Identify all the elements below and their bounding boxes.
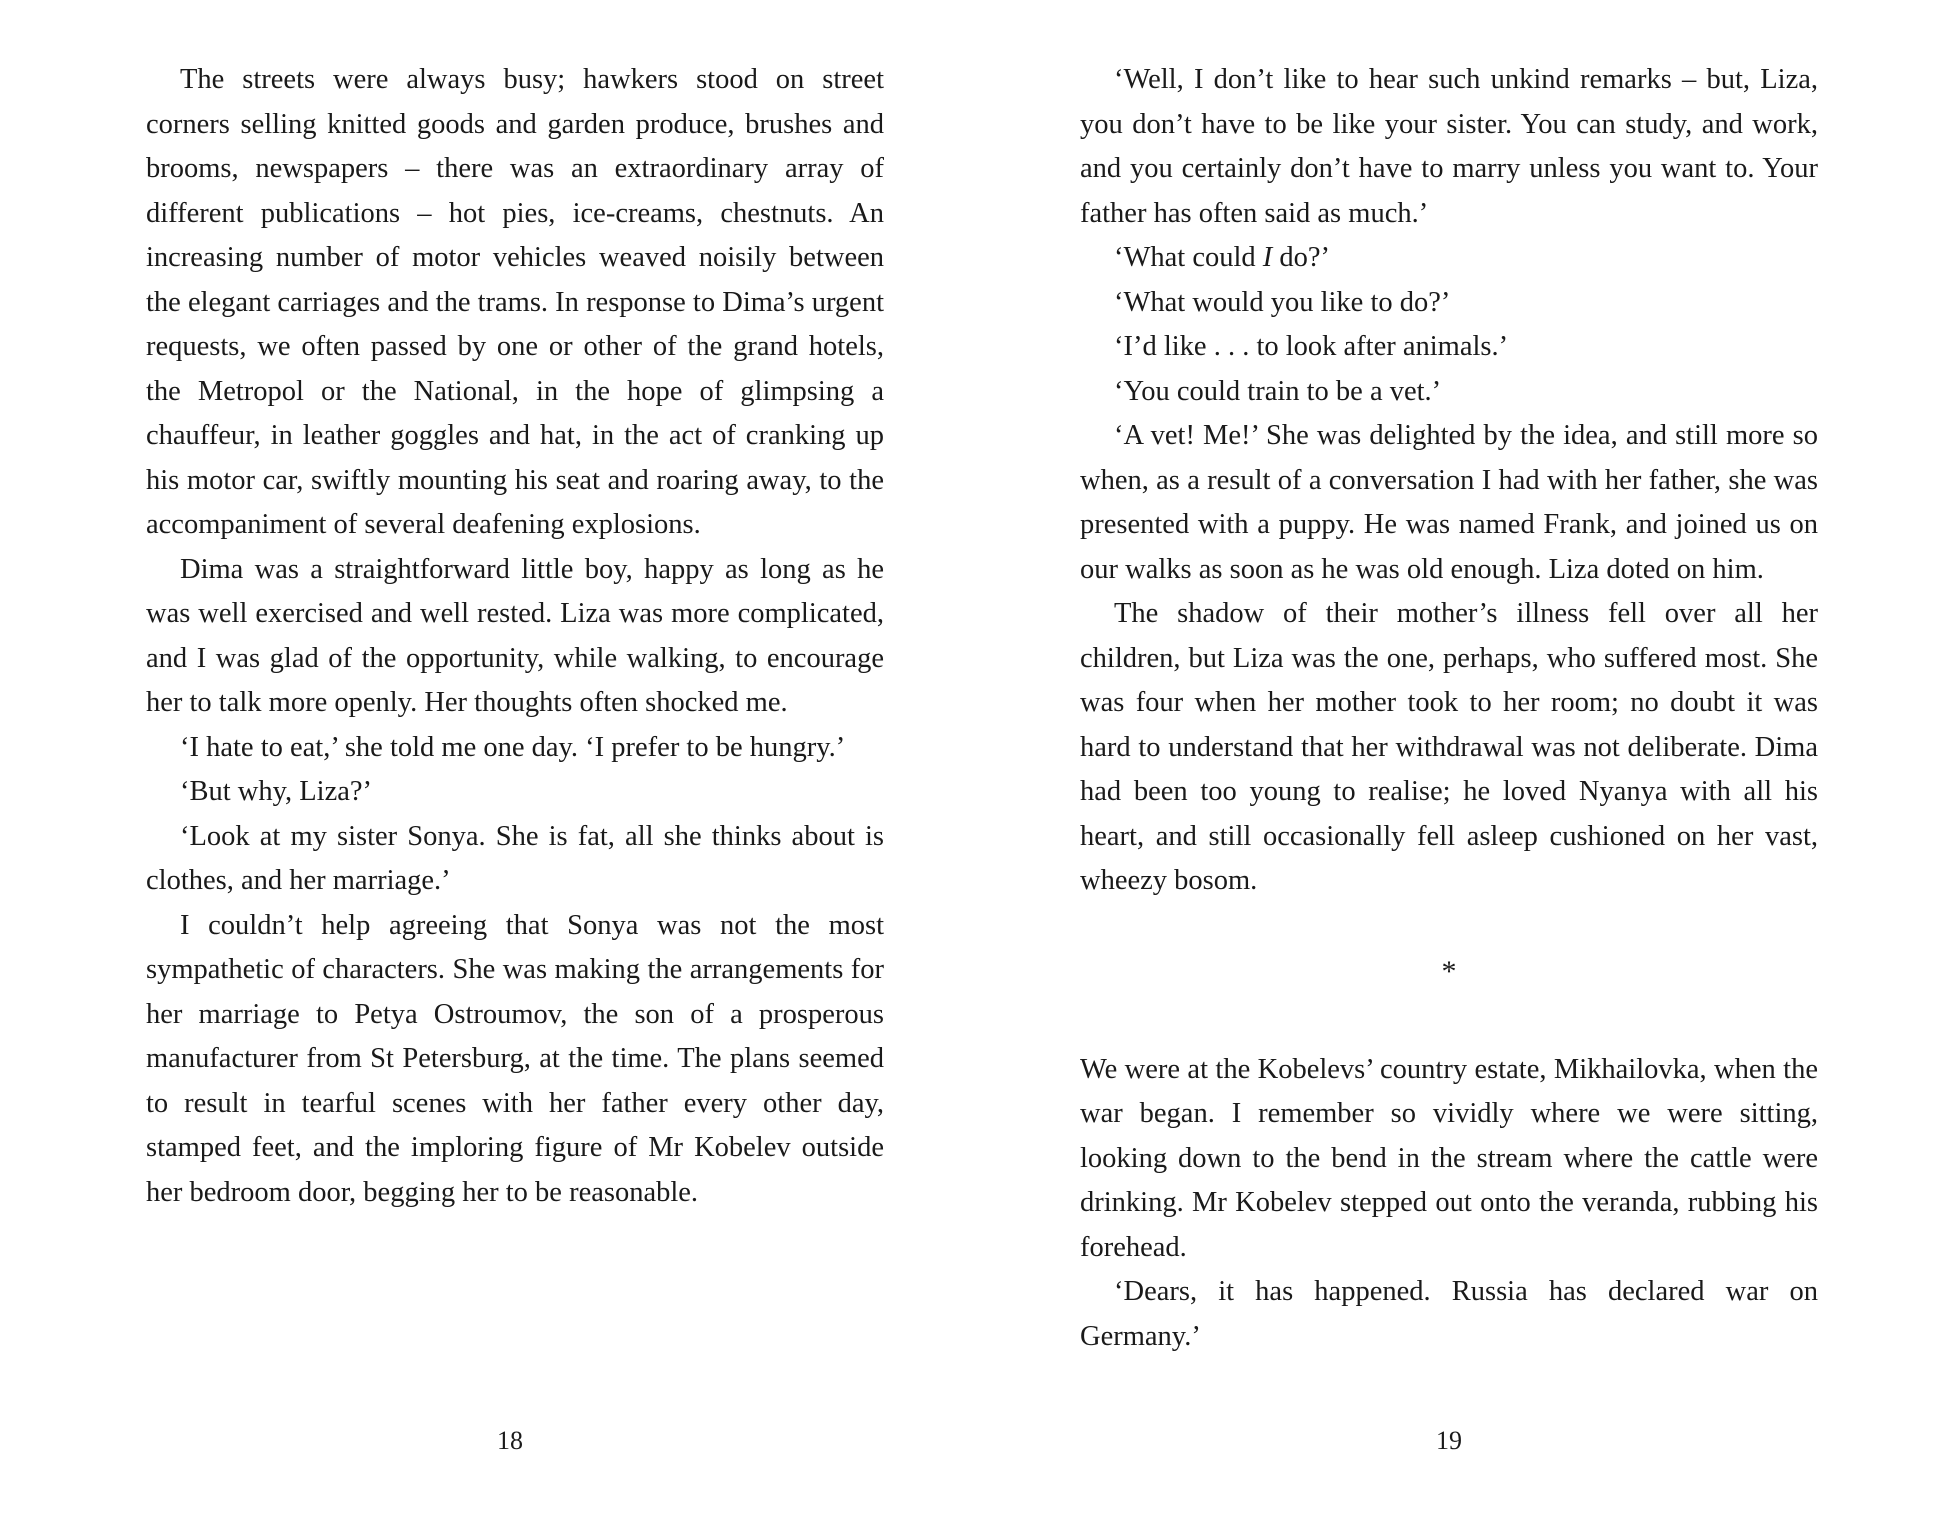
section-break-asterisk: * — [1441, 954, 1457, 988]
right-section2-paragraph-1: We were at the Kobelevs’ country estate, Mikhailovka, when the war began. I remember so vividly where we were sitting, looking down to the bend in the stream where the cattle were drinking. Mr Kobelev stepped out onto the veranda, rubbing his forehead. — [1080, 1053, 1818, 1263]
left-paragraph-3: ‘I hate to eat,’ she told me one day. ‘I prefer to be hungry.’ — [180, 731, 846, 763]
right-paragraph-7: The shadow of their mother’s illness fell over all her children, but Liza was the one, perhaps, who suffered most. She was four when her mother took to her room; no doubt it was hard to understand that her withdrawal was not deliberate. Dima had been too young to realise; he loved Nyanya with all his heart, and still occasionally fell asleep cushioned on her vast, wheezy bosom. — [1080, 598, 1818, 896]
left-paragraph-1: The streets were always busy; hawkers stood on street corners selling knitted goods and garden produce, brushes and brooms, newspapers – there was an extraordinary array of different publications – hot pies, ice-creams, chestnuts. An increasing number of motor vehicles weaved noisily between the elegant carriages and the trams. In response to Dima’s urgent requests, we often passed by one or other of the grand hotels, the Metropol or the National, in the hope of glimpsing a chauffeur, in leather goggles and hat, in the act of cranking up his motor car, swiftly mounting his seat and roaring away, to the accompaniment of several deafening explosions. — [146, 64, 884, 540]
right-paragraph-6: ‘A vet! Me!’ She was delighted by the idea, and still more so when, as a result of a conversation I had with her father, she was presented with a puppy. He was named Frank, and joined us on our walks as soon as he was old enough. Liza doted on him. — [1080, 420, 1818, 585]
left-paragraph-2: Dima was a straightforward little boy, happy as long as he was well exercised and well rested. Liza was more complicated, and I was glad of the opportunity, while walking, to encourage her to talk more openly. Her thoughts often shocked me. — [146, 553, 884, 718]
right-paragraph-2-end: do?’ — [1272, 242, 1331, 273]
right-section2-paragraph-2: ‘Dears, it has happened. Russia has declared war on Germany.’ — [1080, 1276, 1818, 1352]
right-paragraph-5: ‘You could train to be a vet.’ — [1114, 375, 1442, 407]
right-paragraph-2 — [1080, 236, 1818, 281]
right-page-number: 19 — [1436, 1426, 1462, 1455]
left-paragraph-5: ‘Look at my sister Sonya. She is fat, all she thinks about is clothes, and her marriage.’ — [146, 820, 884, 896]
right-paragraph-2-emphasis: I — [1262, 242, 1273, 273]
right-page — [1080, 58, 1818, 1458]
left-page — [146, 58, 884, 1458]
left-paragraph-6: I couldn’t help agreeing that Sonya was not the most sympathetic of characters. She was making the arrangements for her marriage to Petya Ostroumov, the son of a prosperous manufacturer from St Petersburg, at the time. The plans seemed to result in tearful scenes with her father every other day, stamped feet, and the imploring figure of Mr Kobelev outside her bedroom door, begging her to be reasonable. — [146, 909, 884, 1208]
left-page-number: 18 — [497, 1426, 523, 1455]
right-paragraph-3: ‘What would you like to do?’ — [1114, 286, 1451, 318]
right-paragraph-1: ‘Well, I don’t like to hear such unkind remarks – but, Liza, you don’t have to be like your sister. You can study, and work, and you certainly don’t have to marry unless you want to. Your father has often said as much.’ — [1080, 64, 1818, 229]
left-paragraph-4: ‘But why, Liza?’ — [180, 776, 373, 807]
right-paragraph-2-start: ‘What could — [1114, 242, 1263, 273]
right-paragraph-4: ‘I’d like . . . to look after animals.’ — [1114, 331, 1509, 362]
